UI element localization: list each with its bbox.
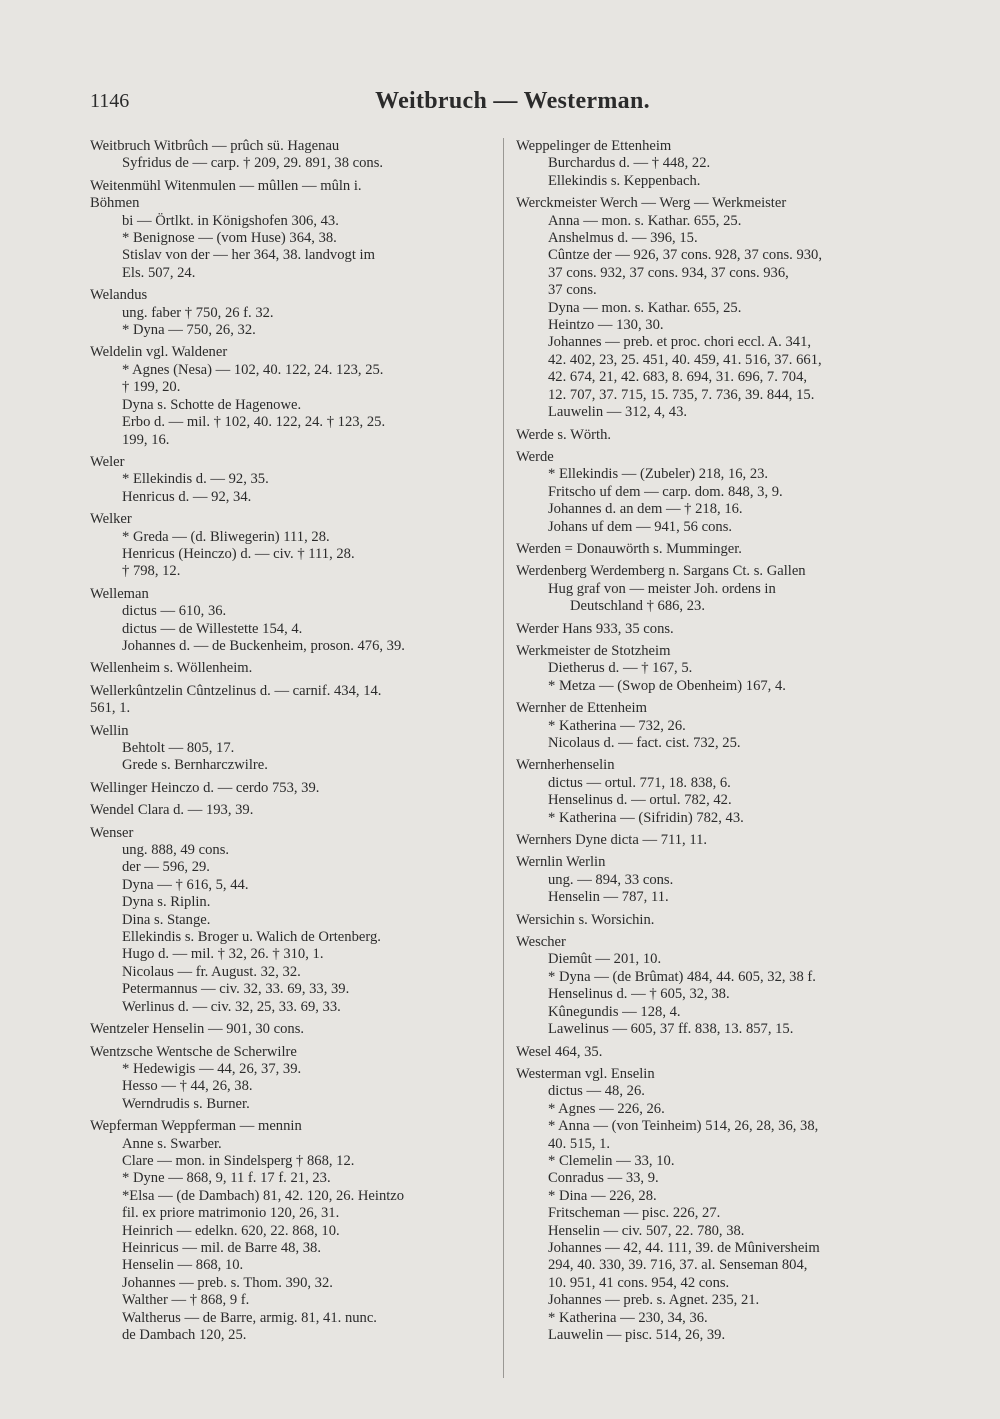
entry-heading: Welleman [90, 585, 149, 602]
entry-line: * Clemelin — 33, 10. [548, 1152, 675, 1169]
entry-line: Johans uf dem — 941, 56 cons. [548, 518, 733, 535]
entry-line: Henselinus d. — † 605, 32, 38. [548, 986, 730, 1003]
index-entry [90, 138, 488, 173]
index-entry [516, 832, 928, 849]
entry-line: Henricus d. — 92, 34. [122, 488, 252, 505]
entry-heading: Wellin [90, 722, 129, 739]
entry-heading: Wendel Clara d. — 193, 39. [90, 802, 254, 819]
entry-heading: Wersichin s. Worsichin. [516, 911, 655, 928]
index-entry [90, 802, 488, 819]
entry-line: dictus — ortul. 771, 18. 838, 6. [548, 774, 731, 791]
index-entry [516, 427, 928, 444]
index-entry [90, 1044, 488, 1114]
entry-heading: Wesel 464, 35. [516, 1043, 603, 1060]
entry-line: Henselin — civ. 507, 22. 780, 38. [548, 1222, 745, 1239]
entry-line: Dyna s. Riplin. [122, 894, 211, 911]
entry-heading: Wernlin Werlin [516, 854, 606, 871]
entry-line: Lauwelin — 312, 4, 43. [548, 404, 688, 421]
entry-line: Henselin — 787, 11. [548, 889, 669, 906]
entry-heading: Weldelin vgl. Waldener [90, 344, 228, 361]
entry-line: Cûntze der — 926, 37 cons. 928, 37 cons. 930, [548, 247, 823, 264]
entry-line: ung. — 894, 33 cons. [548, 871, 674, 888]
entry-line: * Katherina — (Sifridin) 782, 43. [548, 809, 744, 826]
entry-line: Walther — † 868, 9 f. [122, 1292, 250, 1309]
entry-line: Hugo d. — mil. † 32, 26. † 310, 1. [122, 946, 324, 963]
entry-line: * Hedewigis — 44, 26, 37, 39. [122, 1060, 302, 1077]
entry-heading: Böhmen [90, 195, 140, 212]
entry-heading: Wernhers Dyne dicta — 711, 11. [516, 832, 708, 849]
entry-line: * Metza — (Swop de Obenheim) 167, 4. [548, 677, 786, 694]
index-entry [90, 1118, 488, 1344]
entry-heading: Wernherhenselin [516, 757, 615, 774]
entry-line: Conradus — 33, 9. [548, 1170, 659, 1187]
entry-line: fil. ex priore matrimonio 120, 26, 31. [122, 1205, 340, 1222]
entry-line: * Katherina — 732, 26. [548, 717, 686, 734]
entry-line: * Greda — (d. Bliwegerin) 111, 28. [122, 528, 330, 545]
entry-heading: Weler [90, 453, 125, 470]
entry-line: Fritscho uf dem — carp. dom. 848, 3, 9. [548, 483, 783, 500]
entry-line: bi — Örtlkt. in Königshofen 306, 43. [122, 212, 339, 229]
index-entry [90, 586, 488, 656]
entry-line: * Dina — 226, 28. [548, 1187, 657, 1204]
entry-line: Henricus (Heinczo) d. — civ. † 111, 28. [122, 545, 355, 562]
entry-line: * Agnes — 226, 26. [548, 1100, 665, 1117]
entry-line: Johannes — preb. s. Thom. 390, 32. [122, 1274, 333, 1291]
entry-line: *Elsa — (de Dambach) 81, 42. 120, 26. Heintzo [122, 1187, 405, 1204]
entry-heading: Wentzsche Wentsche de Scherwilre [90, 1043, 297, 1060]
entry-line: Grede s. Bernharczwilre. [122, 757, 268, 774]
entry-line: Dyna s. Schotte de Hagenowe. [122, 396, 302, 413]
entry-line: Werndrudis s. Burner. [122, 1095, 250, 1112]
index-entry [516, 541, 928, 558]
entry-line: Johannes — preb. et proc. chori eccl. A. 341, [548, 334, 812, 351]
page-header [90, 88, 935, 116]
entry-heading: Werdenberg Werdemberg n. Sargans Ct. s. Gallen [516, 563, 806, 580]
running-title: Weitbruch — Westerman. [375, 88, 650, 114]
entry-heading: 561, 1. [90, 700, 131, 717]
index-entry [90, 511, 488, 581]
entry-line: Heintzo — 130, 30. [548, 317, 664, 334]
entry-line: Dyna — mon. s. Kathar. 655, 25. [548, 299, 742, 316]
entry-line: Werlinus d. — civ. 32, 25, 33. 69, 33. [122, 998, 341, 1015]
entry-line: Ellekindis s. Broger u. Walich de Ortenberg. [122, 929, 381, 946]
index-entry [90, 178, 488, 282]
entry-line: * Dyne — 868, 9, 11 f. 17 f. 21, 23. [122, 1170, 331, 1187]
entry-line: 37 cons. [548, 282, 597, 299]
index-entry [516, 563, 928, 615]
column-divider [503, 138, 504, 1378]
entry-line: Diemût — 201, 10. [548, 951, 662, 968]
entry-line: Deutschland † 686, 23. [570, 598, 705, 615]
entry-heading: Wellerkûntzelin Cûntzelinus d. — carnif. 434, 14. [90, 682, 382, 699]
entry-heading: Weitbruch Witbrûch — prûch sü. Hagenau [90, 138, 340, 154]
entry-heading: Werden = Donauwörth s. Mumminger. [516, 540, 742, 557]
entry-heading: Werder Hans 933, 35 cons. [516, 620, 674, 637]
index-entry [516, 138, 928, 190]
left-column [90, 138, 488, 1349]
entry-heading: Westerman vgl. Enselin [516, 1065, 655, 1082]
entry-line: der — 596, 29. [122, 859, 210, 876]
entry-line: Anshelmus d. — 396, 15. [548, 230, 698, 247]
entry-heading: Werkmeister de Stotzheim [516, 642, 671, 659]
index-entry [516, 621, 928, 638]
entry-line: Nicolaus d. — fact. cist. 732, 25. [548, 735, 741, 751]
entry-line: Nicolaus — fr. August. 32, 32. [122, 963, 301, 980]
entry-line: Johannes — 42, 44. 111, 39. de Mûniversheim [548, 1239, 820, 1256]
entry-heading: Welandus [90, 287, 148, 304]
entry-line: Dietherus d. — † 167, 5. [548, 660, 693, 677]
entry-heading: Wernher de Ettenheim [516, 700, 647, 717]
entry-line: dictus — de Willestette 154, 4. [122, 620, 303, 637]
index-entry [516, 643, 928, 695]
index-entry [90, 683, 488, 718]
entry-line: 12. 707, 37. 715, 15. 735, 7. 736, 39. 844, 15. [548, 386, 815, 403]
entry-heading: Werde [516, 448, 554, 465]
index-entry [90, 723, 488, 775]
entry-line: 42. 674, 21, 42. 683, 8. 694, 31. 696, 7. 704, [548, 369, 808, 386]
entry-line: dictus — 610, 36. [122, 603, 227, 620]
index-entry [516, 195, 928, 421]
entry-line: 10. 951, 41 cons. 954, 42 cons. [548, 1274, 730, 1291]
entry-heading: Werckmeister Werch — Werg — Werkmeister [516, 195, 787, 212]
entry-line: Johannes d. an dem — † 218, 16. [548, 501, 743, 518]
entry-line: * Anna — (von Teinheim) 514, 26, 28, 36, 38, [548, 1118, 819, 1135]
entry-line: Anna — mon. s. Kathar. 655, 25. [548, 212, 742, 229]
entry-line: † 199, 20. [122, 379, 181, 396]
index-entry [90, 344, 488, 448]
entry-heading: Welker [90, 511, 132, 528]
entry-line: 37 cons. 932, 37 cons. 934, 37 cons. 936, [548, 264, 789, 281]
page-number: 1146 [90, 90, 130, 112]
entry-line: ung. 888, 49 cons. [122, 842, 230, 859]
entry-heading: Weitenmühl Witenmulen — mûllen — mûln i. [90, 177, 362, 194]
entry-line: Fritscheman — pisc. 226, 27. [548, 1205, 721, 1222]
entry-line: Johannes d. — de Buckenheim, proson. 476, 39. [122, 637, 405, 654]
entry-line: Ellekindis s. Keppenbach. [548, 172, 701, 189]
entry-line: 294, 40. 330, 39. 716, 37. al. Senseman 804, [548, 1257, 808, 1274]
index-entry [90, 660, 488, 677]
entry-line: Syfridus de — carp. † 209, 29. 891, 38 cons. [122, 155, 384, 172]
entry-line: ung. faber † 750, 26 f. 32. [122, 304, 274, 321]
entry-line: * Agnes (Nesa) — 102, 40. 122, 24. 123, 25. [122, 361, 384, 378]
entry-line: 42. 402, 23, 25. 451, 40. 459, 41. 516, 37. 661, [548, 351, 822, 368]
entry-line: Petermannus — civ. 32, 33. 69, 33, 39. [122, 981, 350, 998]
index-entry [90, 454, 488, 506]
entry-heading: Wellenheim s. Wöllenheim. [90, 660, 253, 677]
entry-line: Els. 507, 24. [122, 264, 196, 281]
entry-line: * Ellekindis — (Zubeler) 218, 16, 23. [548, 466, 769, 483]
index-entry [90, 1021, 488, 1038]
index-entry [516, 912, 928, 929]
entry-line: Hesso — † 44, 26, 38. [122, 1078, 253, 1095]
entry-heading: Wepferman Weppferman — mennin [90, 1118, 302, 1135]
index-entry [516, 934, 928, 1038]
index-entry [516, 1044, 928, 1061]
entry-line: Dina s. Stange. [122, 911, 211, 928]
entry-line: * Benignose — (vom Huse) 364, 38. [122, 230, 337, 247]
entry-line: Behtolt — 805, 17. [122, 740, 235, 756]
index-entry [90, 825, 488, 1016]
entry-line: Erbo d. — mil. † 102, 40. 122, 24. † 123, 25. [122, 414, 386, 431]
entry-line: Clare — mon. in Sindelsperg † 868, 12. [122, 1152, 355, 1169]
entry-heading: Wellinger Heinczo d. — cerdo 753, 39. [90, 779, 320, 796]
entry-heading: Werde s. Wörth. [516, 426, 612, 443]
entry-line: de Dambach 120, 25. [122, 1327, 247, 1343]
entry-line: 199, 16. [122, 431, 170, 448]
entry-line: † 798, 12. [122, 563, 181, 580]
index-entry [90, 287, 488, 339]
index-entry [516, 700, 928, 752]
index-entry [516, 757, 928, 827]
entry-line: * Katherina — 230, 34, 36. [548, 1309, 708, 1326]
entry-line: Waltherus — de Barre, armig. 81, 41. nunc. [122, 1309, 377, 1326]
entry-line: Johannes — preb. s. Agnet. 235, 21. [548, 1292, 760, 1309]
entry-line: Henselin — 868, 10. [122, 1257, 244, 1274]
entry-line: Burchardus d. — † 448, 22. [548, 155, 711, 172]
entry-line: Dyna — † 616, 5, 44. [122, 876, 249, 893]
entry-line: * Ellekindis d. — 92, 35. [122, 471, 269, 488]
index-entry [516, 854, 928, 906]
entry-heading: Wentzeler Henselin — 901, 30 cons. [90, 1021, 305, 1038]
entry-heading: Wenser [90, 824, 134, 841]
entry-line: Stislav von der — her 364, 38. landvogt im [122, 247, 375, 264]
index-entry [516, 449, 928, 536]
entry-heading: Weppelinger de Ettenheim [516, 138, 672, 154]
entry-line: Heinrich — edelkn. 620, 22. 868, 10. [122, 1222, 340, 1239]
entry-line: Kûnegundis — 128, 4. [548, 1003, 681, 1020]
entry-line: Lawelinus — 605, 37 ff. 838, 13. 857, 15. [548, 1021, 794, 1038]
entry-line: dictus — 48, 26. [548, 1083, 645, 1100]
entry-line: Henselinus d. — ortul. 782, 42. [548, 792, 732, 809]
entry-line: Heinricus — mil. de Barre 48, 38. [122, 1239, 321, 1256]
entry-line: * Dyna — (de Brûmat) 484, 44. 605, 32, 38 f. [548, 968, 816, 985]
index-entry [516, 1066, 928, 1345]
entry-line: * Dyna — 750, 26, 32. [122, 322, 256, 339]
entry-line: Anne s. Swarber. [122, 1135, 222, 1152]
entry-line: Lauwelin — pisc. 514, 26, 39. [548, 1327, 726, 1343]
right-column [516, 138, 928, 1349]
entry-line: 40. 515, 1. [548, 1135, 611, 1152]
index-entry [90, 780, 488, 797]
entry-line: Hug graf von — meister Joh. ordens in [548, 580, 776, 597]
entry-heading: Wescher [516, 934, 566, 951]
